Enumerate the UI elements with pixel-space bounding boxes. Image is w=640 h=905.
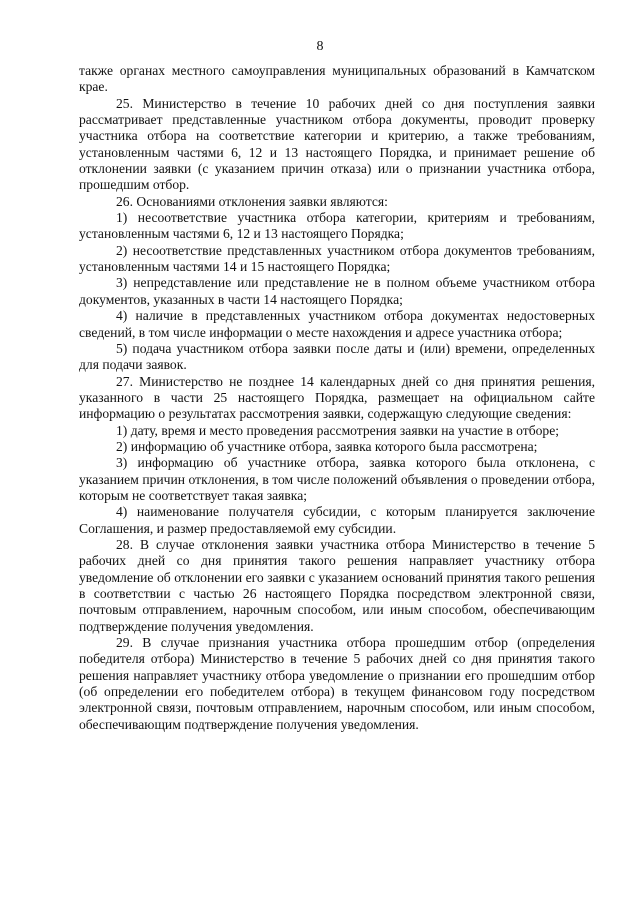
list-item-26-3: 3) непредставление или представление не в полном объеме участником отбора документов, указанных в части 14 настоящего Порядка; [79,275,595,307]
list-item-26-2: 2) несоответствие представленных участником отбора документов требованиям, установленным частями 14 и 15 настоящего Порядка; [79,242,595,275]
list-item-26-5: 5) подача участником отбора заявки после даты и (или) времени, определенных для подачи заявок. [79,340,595,373]
paragraph-26: 26. Основаниями отклонения заявки являются: [116,193,388,209]
list-item-27-4: 4) наименование получателя субсидии, с которым планируется заключение Соглашения, и размер предоставляемой ему субсидии. [79,504,595,536]
page-number: 8 [316,39,324,54]
list-item-27-3: 3) информацию об участнике отбора, заявка которого была отклонена, с указанием причин отклонения, в том числе положений объявления о проведении отбора, которым не соответствует такая заявка; [79,455,595,503]
list-item-27-2: 2) информацию об участнике отбора, заявка которого была рассмотрена; [116,438,538,454]
document-body [79,63,595,733]
list-item-27-1: 1) дату, время и место проведения рассмотрения заявки на участие в отборе; [116,422,560,438]
list-item-26-1: 1) несоответствие участника отбора категории, критериям и требованиям, установленным частями 6, 12 и 13 настоящего Порядка; [79,210,595,242]
list-item-26-4: 4) наличие в представленных участником отбора документах недостоверных сведений, в том числе информации о месте нахождения и адресе участника отбора; [79,308,595,340]
paragraph-28: 28. В случае отклонения заявки участника отбора Министерство в течение 5 рабочих дней со дня принятия такого решения направляет участнику отбора уведомление об отклонении его заявки с указанием оснований принятия такого решения в соответствии с частью 26 настоящего Порядка посредством электронной связи, почтовым отправлением, нарочным способом, или иным способом, обеспечивающим подтверждение получения уведомления. [79,536,595,634]
paragraph-25: 25. Министерство в течение 10 рабочих дней со дня поступления заявки рассматривает представленные участником отбора документы, проводит проверку участника отбора на соответствие категории и критерию, а также требованиям, установленным частями 6, 12 и 13 настоящего Порядка, и принимает решение об отклонении заявки (с указанием причин отказа) или о признании участника отбора, прошедшим отбор. [79,95,595,193]
paragraph-27: 27. Министерство не позднее 14 календарных дней со дня принятия решения, указанного в части 25 настоящего Порядка, размещает на официальном сайте информацию о результатах рассмотрения заявки, содержащую следующие сведения: [79,373,595,422]
paragraph-continuation: также органах местного самоуправления муниципальных образований в Камчатском крае. [79,63,595,95]
paragraph-29: 29. В случае признания участника отбора прошедшим отбор (определения победителя отбора) Министерство в течение 5 рабочих дней со дня принятия такого решения направляет участнику отбора уведомление о признании его прошедшим отбор (об определении его победителем отбора) в текущем финансовом году посредством электронной связи, почтовым отправлением, нарочным способом, или иным способом, обеспечивающим подтверждение получения уведомления. [79,635,595,732]
